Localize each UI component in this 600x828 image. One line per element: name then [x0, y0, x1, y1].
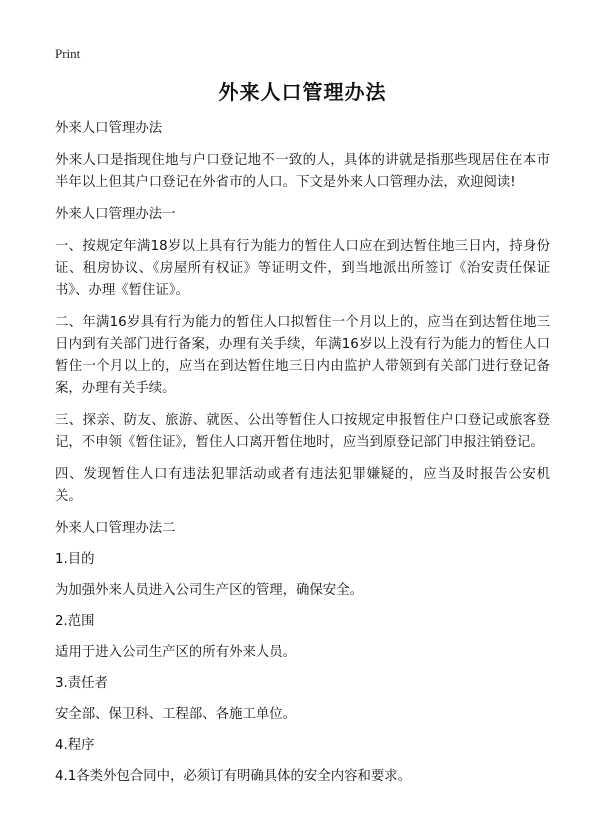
section-heading: 外来人口管理办法 — [55, 121, 163, 136]
body-paragraph: 4.1各类外包合同中，必须订有明确具体的安全内容和要求。 — [55, 769, 412, 784]
intro-paragraph: 外来人口是指现住地与户口登记地不一致的人，具体的讲就是指那些现居住在本市半年以上但其户口登记在外省市的人口。下文是外来人口管理办法，欢迎阅读! — [55, 153, 550, 190]
print-label: Print — [55, 46, 81, 61]
subsection-heading: 1.目的 — [55, 552, 95, 567]
rule-paragraph: 四、发现暂住人口有违法犯罪活动或者有违法犯罪嫌疑的，应当及时报告公安机关。 — [55, 467, 550, 504]
rule-paragraph: 二、年满16岁具有行为能力的暂住人口拟暂住一个月以上的，应当在到达暂住地三日内到有关部门进行备案，办理有关手续，年满16岁以上没有行为能力的暂住人口暂住一个月以上的，应当在到达暂住地三日内由监护人带领到有关部门进行登记备案，办理有关手续。 — [55, 315, 550, 396]
document-title: 外来人口管理办法 — [218, 80, 387, 104]
section-heading: 外来人口管理办法二 — [55, 521, 176, 536]
body-paragraph: 适用于进入公司生产区的所有外来人员。 — [55, 645, 297, 660]
rule-paragraph: 一、按规定年满18岁以上具有行为能力的暂住人口应在到达暂住地三日内，持身份证、租房协议、《房屋所有权证》等证明文件，到当地派出所签订《治安责任保证书》、办理《暂住证》。 — [55, 239, 550, 298]
body-paragraph: 为加强外来人员进入公司生产区的管理，确保安全。 — [55, 583, 363, 598]
subsection-heading: 4.程序 — [55, 738, 95, 753]
subsection-heading: 2.范围 — [55, 614, 95, 629]
subsection-heading: 3.责任者 — [55, 676, 108, 691]
rule-paragraph: 三、探亲、防友、旅游、就医、公出等暂住人口按规定申报暂住户口登记或旅客登记，不申领《暂住证》，暂住人口离开暂住地时，应当到原登记部门申报注销登记。 — [55, 413, 550, 450]
body-paragraph: 安全部、保卫科、工程部、各施工单位。 — [55, 707, 297, 722]
section-heading: 外来人口管理办法一 — [55, 207, 176, 222]
